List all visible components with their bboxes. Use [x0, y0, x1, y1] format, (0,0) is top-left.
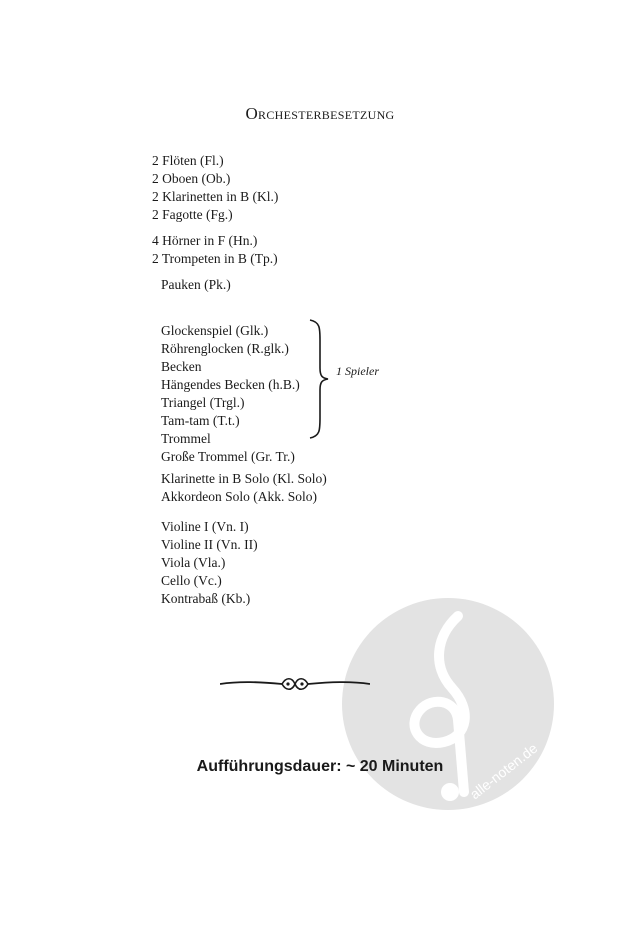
percussion-item: Hängendes Becken (h.B.) [161, 377, 300, 392]
brass-item: 2 Trompeten in B (Tp.) [152, 251, 278, 266]
brass-item: 4 Hörner in F (Hn.) [152, 233, 258, 248]
string-item: Violine I (Vn. I) [161, 519, 249, 534]
woodwind-item: 2 Flöten (Fl.) [152, 153, 224, 168]
woodwind-item: 2 Klarinetten in B (Kl.) [152, 189, 279, 204]
watermark-logo [340, 596, 556, 812]
soloist-item: Klarinette in B Solo (Kl. Solo) [161, 471, 327, 486]
page-title: Orchesterbesetzung [245, 104, 395, 123]
watermark-text: alle-noten.de [466, 739, 541, 803]
percussion-item: Triangel (Trgl.) [161, 395, 245, 410]
string-item: Violine II (Vn. II) [161, 537, 258, 552]
percussion-item: Glockenspiel (Glk.) [161, 323, 269, 338]
percussion-item: Große Trommel (Gr. Tr.) [161, 449, 295, 464]
string-item: Viola (Vla.) [161, 555, 226, 570]
woodwind-item: 2 Fagotte (Fg.) [152, 207, 233, 222]
percussion-item: Tam-tam (T.t.) [161, 413, 240, 428]
players-note: 1 Spieler [336, 364, 379, 378]
flourish-ornament [220, 674, 370, 699]
performance-duration: Aufführungsdauer: ~ 20 Minuten [196, 758, 444, 775]
woodwind-item: 2 Oboen (Ob.) [152, 171, 231, 186]
percussion-item: Röhrenglocken (R.glk.) [161, 341, 289, 356]
string-item: Kontrabaß (Kb.) [161, 591, 251, 606]
string-item: Cello (Vc.) [161, 573, 222, 588]
percussion-item: Becken [161, 359, 202, 374]
percussion-item: Trommel [161, 431, 211, 446]
soloist-item: Akkordeon Solo (Akk. Solo) [161, 489, 317, 504]
timpani-item: Pauken (Pk.) [161, 277, 231, 292]
curly-brace-icon [308, 318, 332, 445]
